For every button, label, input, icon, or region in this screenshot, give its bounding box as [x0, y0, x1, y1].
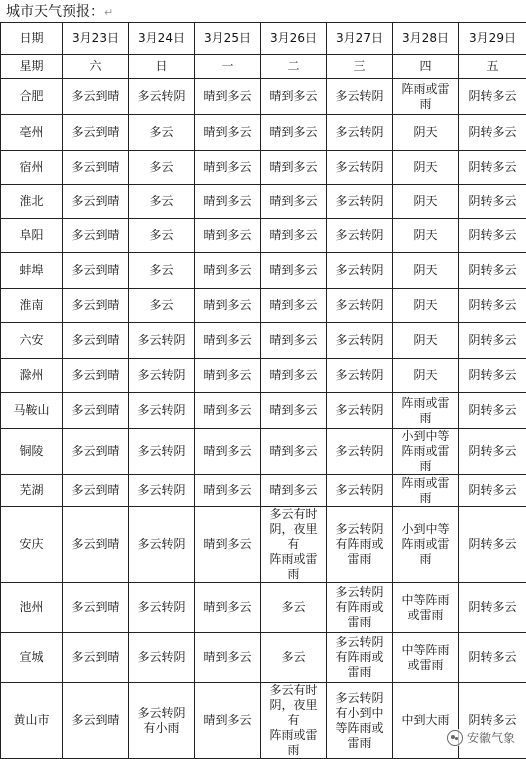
- date-cell: 3月26日: [261, 23, 327, 55]
- forecast-cell: 阴天: [393, 253, 459, 289]
- city-cell: 亳州: [1, 115, 63, 151]
- weekday-cell: 四: [393, 55, 459, 79]
- forecast-cell: 晴到多云: [195, 323, 261, 359]
- forecast-cell: 阴转多云: [459, 683, 526, 759]
- city-cell: 阜阳: [1, 219, 63, 253]
- forecast-cell: 晴到多云: [261, 151, 327, 185]
- wechat-icon: [447, 730, 463, 746]
- forecast-cell: 阴转多云: [459, 253, 526, 289]
- city-row: [1, 115, 526, 151]
- forecast-cell: 阴转多云: [459, 583, 526, 633]
- forecast-cell: 晴到多云: [261, 289, 327, 323]
- forecast-cell: 小到中等 阵雨或雷 雨: [393, 429, 459, 475]
- forecast-cell: 晴到多云: [195, 219, 261, 253]
- forecast-cell: 多云: [129, 185, 195, 219]
- forecast-cell: 多云到晴: [63, 185, 129, 219]
- weekday-header-row: [1, 55, 526, 79]
- forecast-cell: 晴到多云: [195, 475, 261, 507]
- forecast-cell: 多云转阴: [327, 359, 393, 393]
- city-cell: 黄山市: [1, 683, 63, 759]
- forecast-cell: 晴到多云: [195, 185, 261, 219]
- date-cell: 3月27日: [327, 23, 393, 55]
- forecast-cell: 晴到多云: [195, 683, 261, 759]
- city-cell: 滁州: [1, 359, 63, 393]
- forecast-cell: 晴到多云: [195, 507, 261, 583]
- city-cell: 蚌埠: [1, 253, 63, 289]
- forecast-cell: 多云转阴: [129, 475, 195, 507]
- forecast-cell: 阵雨或雷 雨: [393, 475, 459, 507]
- forecast-cell: 晴到多云: [195, 151, 261, 185]
- forecast-cell: 阴天: [393, 185, 459, 219]
- forecast-cell: 多云转阴: [129, 79, 195, 115]
- forecast-cell: 晴到多云: [261, 429, 327, 475]
- date-cell: 3月29日: [459, 23, 526, 55]
- forecast-cell: 多云到晴: [63, 151, 129, 185]
- forecast-cell: 多云: [129, 253, 195, 289]
- city-row: [1, 583, 526, 633]
- week-label-cell: 星期: [1, 55, 63, 79]
- weekday-cell: 五: [459, 55, 526, 79]
- forecast-cell: 阴天: [393, 359, 459, 393]
- forecast-cell: 阴天: [393, 115, 459, 151]
- forecast-cell: 阴转多云: [459, 323, 526, 359]
- forecast-cell: 阴转多云: [459, 115, 526, 151]
- forecast-cell: 多云转阴: [129, 633, 195, 683]
- forecast-cell: 中到大雨: [393, 683, 459, 759]
- weekday-cell: 六: [63, 55, 129, 79]
- title-text: 城市天气预报：: [6, 4, 104, 20]
- forecast-cell: 晴到多云: [261, 475, 327, 507]
- city-row: [1, 79, 526, 115]
- forecast-cell: 多云: [129, 219, 195, 253]
- forecast-cell: 多云: [261, 583, 327, 633]
- forecast-cell: 多云转阴: [327, 219, 393, 253]
- forecast-cell: 多云到晴: [63, 253, 129, 289]
- forecast-cell: 多云转阴: [129, 583, 195, 633]
- city-cell: 马鞍山: [1, 393, 63, 429]
- forecast-cell: 阴转多云: [459, 151, 526, 185]
- forecast-cell: 阴天: [393, 151, 459, 185]
- forecast-cell: 阴天: [393, 289, 459, 323]
- forecast-cell: 多云转阴 有阵雨或 雷雨: [327, 507, 393, 583]
- city-row: [1, 683, 526, 759]
- forecast-cell: 晴到多云: [195, 393, 261, 429]
- forecast-cell: 晴到多云: [261, 323, 327, 359]
- forecast-cell: 多云转阴 有小雨: [129, 683, 195, 759]
- forecast-cell: 多云转阴: [327, 475, 393, 507]
- forecast-cell: 晴到多云: [195, 289, 261, 323]
- forecast-cell: 晴到多云: [261, 359, 327, 393]
- forecast-cell: 多云到晴: [63, 475, 129, 507]
- city-cell: 芜湖: [1, 475, 63, 507]
- forecast-cell: 多云到晴: [63, 115, 129, 151]
- forecast-cell: 多云转阴 有阵雨或 雷雨: [327, 583, 393, 633]
- forecast-cell: 多云: [261, 633, 327, 683]
- forecast-cell: 多云到晴: [63, 429, 129, 475]
- city-cell: 合肥: [1, 79, 63, 115]
- forecast-cell: 多云到晴: [63, 633, 129, 683]
- city-row: [1, 359, 526, 393]
- date-cell: 3月24日: [129, 23, 195, 55]
- forecast-cell: 多云: [129, 289, 195, 323]
- forecast-cell: 晴到多云: [195, 633, 261, 683]
- weekday-cell: 二: [261, 55, 327, 79]
- forecast-cell: 晴到多云: [195, 115, 261, 151]
- city-row: [1, 633, 526, 683]
- city-row: [1, 507, 526, 583]
- forecast-cell: 多云: [129, 115, 195, 151]
- forecast-cell: 多云到晴: [63, 583, 129, 633]
- forecast-cell: 多云转阴: [327, 79, 393, 115]
- forecast-cell: 多云有时 阴，夜里有 阵雨或雷 雨: [261, 507, 327, 583]
- forecast-cell: 晴到多云: [261, 79, 327, 115]
- forecast-cell: 多云到晴: [63, 323, 129, 359]
- watermark: [444, 729, 518, 746]
- forecast-cell: 多云转阴: [129, 393, 195, 429]
- forecast-cell: 多云转阴: [327, 115, 393, 151]
- page-title: [6, 2, 113, 22]
- city-cell: 池州: [1, 583, 63, 633]
- forecast-cell: 阴转多云: [459, 79, 526, 115]
- date-cell: 3月23日: [63, 23, 129, 55]
- city-cell: 淮北: [1, 185, 63, 219]
- forecast-cell: 阴转多云: [459, 393, 526, 429]
- city-row: [1, 253, 526, 289]
- forecast-cell: 晴到多云: [261, 219, 327, 253]
- forecast-cell: 阴天: [393, 219, 459, 253]
- forecast-cell: 多云到晴: [63, 359, 129, 393]
- forecast-cell: 多云转阴: [129, 323, 195, 359]
- city-row: [1, 475, 526, 507]
- forecast-cell: 多云到晴: [63, 289, 129, 323]
- forecast-cell: 多云到晴: [63, 219, 129, 253]
- forecast-cell: 阴转多云: [459, 475, 526, 507]
- watermark-text: 安徽气象: [467, 729, 515, 746]
- forecast-cell: 多云: [129, 151, 195, 185]
- forecast-cell: 多云转阴 有小到中 等阵雨或 雷雨: [327, 683, 393, 759]
- forecast-cell: 多云转阴: [327, 151, 393, 185]
- forecast-cell: 阴转多云: [459, 633, 526, 683]
- city-cell: 淮南: [1, 289, 63, 323]
- forecast-cell: 阴转多云: [459, 359, 526, 393]
- forecast-cell: 阵雨或雷 雨: [393, 393, 459, 429]
- city-cell: 铜陵: [1, 429, 63, 475]
- city-row: [1, 185, 526, 219]
- forecast-cell: 中等阵雨 或雷雨: [393, 583, 459, 633]
- city-cell: 六安: [1, 323, 63, 359]
- city-row: [1, 323, 526, 359]
- weekday-cell: 三: [327, 55, 393, 79]
- forecast-cell: 多云到晴: [63, 79, 129, 115]
- forecast-cell: 多云有时 阴，夜里有 阵雨或雷 雨: [261, 683, 327, 759]
- forecast-cell: 晴到多云: [261, 393, 327, 429]
- forecast-cell: 晴到多云: [261, 115, 327, 151]
- date-label-cell: 日期: [1, 23, 63, 55]
- city-row: [1, 151, 526, 185]
- forecast-cell: 晴到多云: [195, 429, 261, 475]
- forecast-cell: 多云转阴: [129, 429, 195, 475]
- date-cell: 3月25日: [195, 23, 261, 55]
- city-cell: 宣城: [1, 633, 63, 683]
- city-row: [1, 219, 526, 253]
- forecast-cell: 多云到晴: [63, 507, 129, 583]
- city-cell: 安庆: [1, 507, 63, 583]
- forecast-cell: 晴到多云: [195, 359, 261, 393]
- city-row: [1, 429, 526, 475]
- forecast-cell: 多云转阴: [327, 429, 393, 475]
- paragraph-mark: ↵: [104, 6, 113, 19]
- forecast-cell: 多云转阴 有阵雨或 雷雨: [327, 633, 393, 683]
- forecast-cell: 阴天: [393, 323, 459, 359]
- weekday-cell: 一: [195, 55, 261, 79]
- forecast-cell: 晴到多云: [195, 79, 261, 115]
- forecast-cell: 阴转多云: [459, 429, 526, 475]
- forecast-table: [0, 22, 526, 759]
- forecast-cell: 阴转多云: [459, 289, 526, 323]
- forecast-cell: 多云转阴: [129, 359, 195, 393]
- forecast-cell: 多云到晴: [63, 683, 129, 759]
- forecast-cell: 多云转阴: [327, 185, 393, 219]
- forecast-cell: 阴转多云: [459, 219, 526, 253]
- city-row: [1, 289, 526, 323]
- forecast-cell: 多云转阴: [129, 507, 195, 583]
- forecast-cell: 阴转多云: [459, 507, 526, 583]
- forecast-cell: 晴到多云: [195, 583, 261, 633]
- forecast-cell: 小到中等 阵雨或雷 雨: [393, 507, 459, 583]
- forecast-cell: 晴到多云: [261, 253, 327, 289]
- date-header-row: [1, 23, 526, 55]
- forecast-cell: 多云转阴: [327, 289, 393, 323]
- forecast-cell: 晴到多云: [195, 253, 261, 289]
- city-row: [1, 393, 526, 429]
- forecast-cell: 多云转阴: [327, 253, 393, 289]
- forecast-cell: 阵雨或雷 雨: [393, 79, 459, 115]
- forecast-cell: 多云到晴: [63, 393, 129, 429]
- forecast-cell: 中等阵雨 或雷雨: [393, 633, 459, 683]
- forecast-cell: 阴转多云: [459, 185, 526, 219]
- date-cell: 3月28日: [393, 23, 459, 55]
- forecast-cell: 多云转阴: [327, 323, 393, 359]
- weekday-cell: 日: [129, 55, 195, 79]
- city-cell: 宿州: [1, 151, 63, 185]
- forecast-cell: 晴到多云: [261, 185, 327, 219]
- forecast-cell: 多云转阴: [327, 393, 393, 429]
